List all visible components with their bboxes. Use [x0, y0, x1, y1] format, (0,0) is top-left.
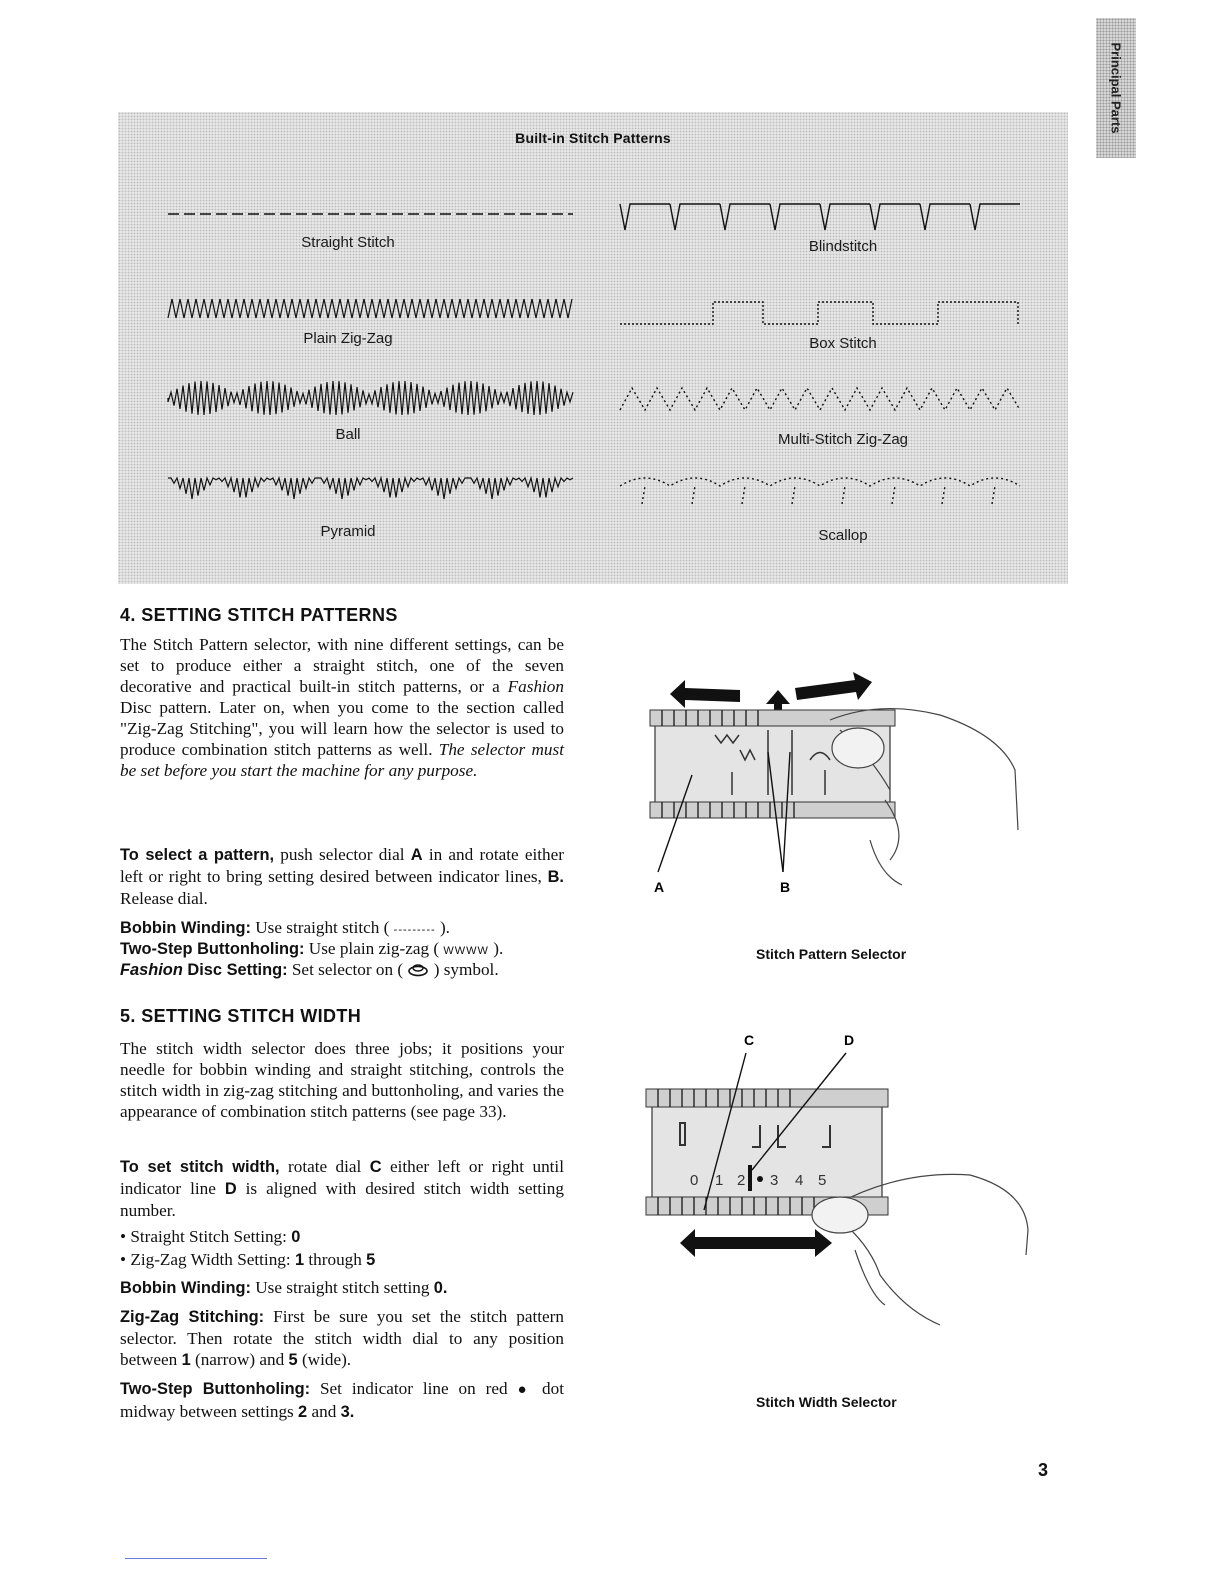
ball-stitch-sample — [168, 380, 573, 416]
ball-label: Ball — [335, 426, 361, 443]
label-b: B — [780, 879, 791, 895]
label-d: D — [844, 1032, 855, 1048]
side-tab-label: Principal Parts — [1108, 42, 1124, 134]
section-5-intro: The stitch width selector does three jobs; it positions your needle for bobbin winding and straight stitching, controls the stitch width in zig-zag stitching and buttonholing, and varies the appearance of combination stitch patterns (see page 33). — [120, 1039, 564, 1121]
section-4-intro: The Stitch Pattern selector, with nine different settings, can be set to produce either a straight stitch, one of the seven decorative and practical built-in stitch patterns, or a Fashion Disc pattern. Later on, when you come to the section called "Zig-Zag Stitching", you will learn how the selector is used to produce combination stitch patterns as well. The selector must be set before you start the machine for any purpose. — [120, 635, 564, 780]
stitch-width-selector-illustration — [640, 1025, 1030, 1345]
zigzag-stitching-paragraph: Zig-Zag Stitching: First be sure you set the stitch pattern selector. Then rotate the stitch width dial to any position between 1 (narrow) and 5 (wide). — [120, 1307, 564, 1369]
bobbin-winding-width-line: Bobbin Winding: Use straight stitch setting 0. — [120, 1278, 448, 1297]
dial-number-2: 2 — [737, 1172, 746, 1189]
blindstitch-label: Blindstitch — [808, 238, 878, 255]
dial-number-4: 4 — [795, 1172, 804, 1189]
straight-stitch-sample — [168, 209, 573, 219]
box-stitch-label: Box Stitch — [809, 335, 877, 352]
fashion-disc-icon — [407, 963, 429, 977]
label-c: C — [744, 1032, 755, 1048]
multi-zigzag-label: Multi-Stitch Zig-Zag — [777, 431, 909, 448]
scallop-stitch-sample — [618, 476, 1023, 508]
zigzag-label: Plain Zig-Zag — [303, 330, 393, 347]
footer-rule — [125, 1558, 267, 1559]
stitch-width-selector-caption: Stitch Width Selector — [756, 1394, 897, 1410]
straight-stitch-symbol: --------- — [393, 924, 436, 936]
stitch-pattern-panel — [118, 112, 1068, 584]
buttonhole-width-paragraph: Two-Step Buttonholing: Set indicator line on red ● dot midway between settings 2 and 3. — [120, 1379, 564, 1421]
zigzag-symbol: WWWW — [443, 945, 489, 957]
multi-zigzag-sample — [618, 384, 1023, 414]
page-number: 3 — [1038, 1460, 1049, 1480]
section-5-heading: 5. SETTING STITCH WIDTH — [120, 1006, 362, 1026]
dial-number-3: 3 — [770, 1172, 779, 1189]
bullet-zigzag-setting: • Zig-Zag Width Setting: 1 through 5 — [120, 1250, 376, 1269]
bobbin-winding-pattern-line: Bobbin Winding: Use straight stitch ( --------- ). — [120, 918, 450, 937]
select-pattern-paragraph: To select a pattern, push selector dial A in and rotate either left or right to bring setting desired between indicator lines, B. Release dial. — [120, 845, 564, 908]
pyramid-label: Pyramid — [320, 523, 376, 540]
scallop-label: Scallop — [818, 527, 868, 544]
straight-stitch-label: Straight Stitch — [301, 234, 395, 251]
bullet-straight-setting: • Straight Stitch Setting: 0 — [120, 1227, 301, 1246]
dial-number-5: 5 — [818, 1172, 827, 1189]
panel-title: Built-in Stitch Patterns — [515, 130, 671, 146]
label-a: A — [654, 879, 665, 895]
blindstitch-sample — [618, 200, 1023, 234]
dial-number-1: 1 — [715, 1172, 724, 1189]
side-tab — [1096, 18, 1136, 158]
set-width-paragraph: To set stitch width, rotate dial C either left or right until indicator line D is aligned with desired stitch width setting number. — [120, 1157, 564, 1220]
section-4-heading: 4. SETTING STITCH PATTERNS — [120, 605, 398, 625]
buttonhole-pattern-line: Two-Step Buttonholing: Use plain zig-zag ( WWWW ). — [120, 939, 504, 958]
box-stitch-sample — [618, 298, 1023, 328]
red-dot-icon: ● — [517, 1382, 533, 1398]
dial-number-0: 0 — [690, 1172, 699, 1189]
zigzag-sample — [168, 296, 573, 322]
stitch-pattern-selector-caption: Stitch Pattern Selector — [756, 946, 907, 962]
fashion-disc-line: Fashion Disc Setting: Set selector on ( ) symbol. — [120, 960, 499, 979]
stitch-pattern-selector-illustration — [640, 660, 1030, 900]
pyramid-stitch-sample — [168, 474, 573, 504]
